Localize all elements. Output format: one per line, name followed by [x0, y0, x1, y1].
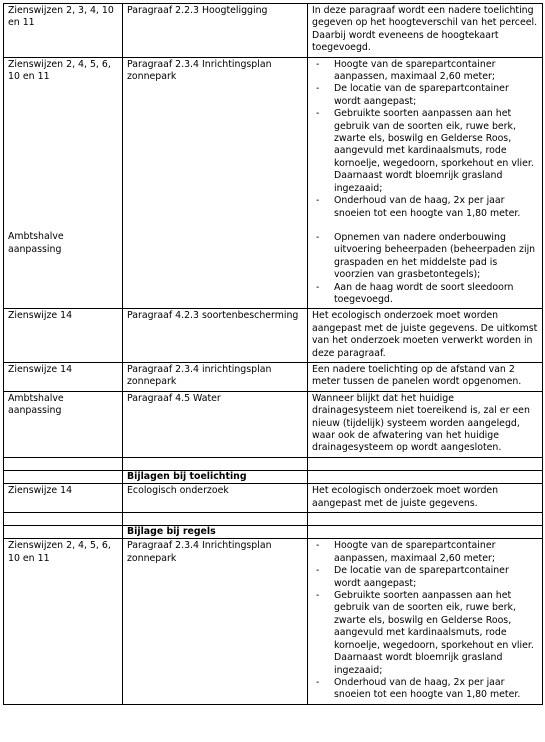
list-item: - De locatie van de sparepartcontainer wordt aangepast;: [312, 83, 538, 108]
paragraph-cell: Ecologisch onderzoek: [123, 484, 308, 513]
empty-row: [4, 457, 543, 470]
list-item: - Onderhoud van de haag, 2x per jaar snoeien tot een hoogte van 1,80 meter.: [312, 677, 538, 702]
table-row: [4, 4, 543, 58]
paragraph-cell: Paragraaf 4.2.3 soortenbescherming: [123, 309, 308, 363]
source-cell: [4, 57, 123, 309]
list-item: - Aan de haag wordt de soort sleedoorn toegevoegd.: [312, 282, 538, 307]
list-item: - Gebruikte soorten aanpassen aan het gebruik van de soorten eik, ruwe berk, zwarte els, boswilg en Gelderse Roos, aangevuld met kardinaalsmuts, rode kornoelje, wegedoorn, sporkehout en vlier. Daarnaast wordt bloemrijk grasland ingezaaid;: [312, 590, 538, 677]
paragraph-cell: Paragraaf 2.3.4 Inrichtingsplan zonnepark: [123, 539, 308, 704]
source-cell: Ambtshalve aanpassing: [4, 391, 123, 457]
change-description-cell: Het ecologisch onderzoek moet worden aangepast met de juiste gegevens.: [308, 484, 543, 513]
list-item: - Hoogte van de sparepartcontainer aanpassen, maximaal 2,60 meter;: [312, 540, 538, 565]
table-row: [4, 484, 543, 513]
list-item: - Opnemen van nadere onderbouwing uitvoering beheerpaden (beheerpaden zijn graspaden en het middelste pad is voorzien van grasbetontegels);: [312, 232, 538, 282]
source-label: Ambtshalve aanpassing: [8, 231, 64, 255]
list-item: - Onderhoud van de haag, 2x per jaar snoeien tot een hoogte van 1,80 meter.: [312, 195, 538, 220]
paragraph-cell: Paragraaf 4.5 Water: [123, 391, 308, 457]
list-item: - De locatie van de sparepartcontainer wordt aangepast;: [312, 565, 538, 590]
source-cell: Zienswijzen 2, 4, 5, 6, 10 en 11: [4, 539, 123, 704]
change-description-cell: [308, 539, 543, 704]
source-label: Zienswijzen 2, 4, 5, 6, 10 en 11: [8, 58, 111, 83]
table-row: [4, 391, 543, 457]
table-row: [4, 362, 543, 391]
change-description-cell: In deze paragraaf wordt een nadere toelichting gegeven op het hoogteverschil van het perceel. Daarbij wordt eveneens de hoogtekaart toegevoegd.: [308, 4, 543, 58]
section-heading-regels: Bijlage bij regels: [123, 526, 308, 539]
paragraph-cell: Paragraaf 2.3.4 Inrichtingsplan zonnepark: [123, 57, 308, 309]
paragraph-cell: Paragraaf 2.2.3 Hoogteligging: [123, 4, 308, 58]
section-header-row: [4, 526, 543, 539]
change-description-cell: Wanneer blijkt dat het huidige drainagesysteem niet toereikend is, zal er een nieuw (tijdelijk) systeem worden aangelegd, waar ook de afwatering van het huidige drainagesysteem op wordt aangesloten.: [308, 391, 543, 457]
change-description-cell: Een nadere toelichting op de afstand van 2 meter tussen de panelen wordt opgenomen.: [308, 362, 543, 391]
source-cell: Zienswijzen 2, 3, 4, 10 en 11: [4, 4, 123, 58]
section-heading-toelichting: Bijlagen bij toelichting: [123, 470, 308, 483]
section-header-row: [4, 470, 543, 483]
table-row: [4, 539, 543, 704]
list-item: - Gebruikte soorten aanpassen aan het gebruik van de soorten eik, ruwe berk, zwarte els, boswilg en Gelderse Roos, aangevuld met kardinaalsmuts, rode kornoelje, wegedoorn, sporkehout en vlier. Daarnaast wordt bloemrijk grasland ingezaaid;: [312, 108, 538, 195]
empty-row: [4, 513, 543, 526]
change-list: [312, 540, 538, 701]
source-cell: Zienswijze 14: [4, 362, 123, 391]
table-row: [4, 309, 543, 363]
paragraph-cell: Paragraaf 2.3.4 inrichtingsplan zonnepark: [123, 362, 308, 391]
list-item: - Hoogte van de sparepartcontainer aanpassen, maximaal 2,60 meter;: [312, 59, 538, 84]
table-row: [4, 57, 543, 309]
change-list: [312, 232, 538, 306]
change-description-cell: Het ecologisch onderzoek moet worden aangepast met de juiste gegevens. De uitkomst van het onderzoek moeten verwerkt worden in deze paragraaf.: [308, 309, 543, 363]
source-cell: Zienswijze 14: [4, 484, 123, 513]
change-list: [312, 59, 538, 220]
changes-table: [3, 3, 543, 705]
change-description-cell: [308, 57, 543, 309]
source-cell: Zienswijze 14: [4, 309, 123, 363]
